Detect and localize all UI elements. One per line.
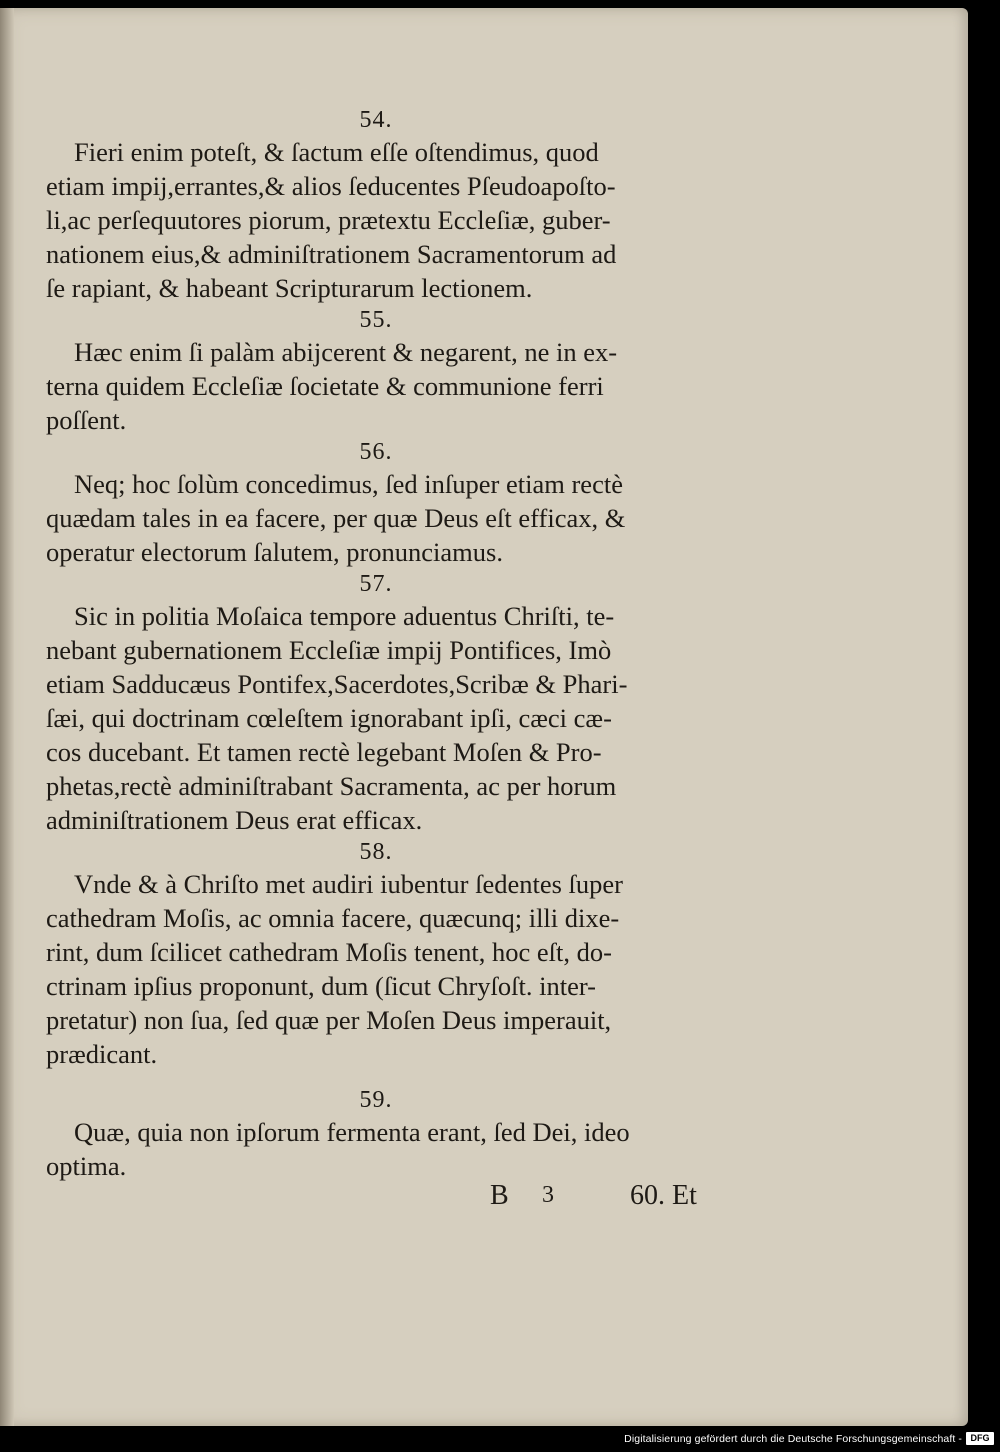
thesis-number: 54. <box>359 107 393 133</box>
text-line: etiam impij,errantes,& alios ſeducentes Pſeudoapoſto- <box>46 171 616 201</box>
text-line: Vnde & à Chriſto met audiri iubentur ſedentes ſuper <box>74 869 623 899</box>
thesis-number: 58. <box>359 839 393 865</box>
text-line: cos ducebant. Et tamen rectè legebant Moſen & Pro- <box>46 737 602 767</box>
thesis-number: 57. <box>359 571 393 597</box>
page-gutter <box>0 8 14 1426</box>
text-line: Sic in politia Moſaica tempore aduentus Chriſti, te- <box>74 601 615 631</box>
text-line: nationem eius,& adminiſtrationem Sacramentorum ad <box>46 239 617 269</box>
thesis-paragraph <box>46 467 736 569</box>
thesis-paragraph <box>46 599 736 837</box>
text-line: optima. <box>46 1151 127 1181</box>
text-line: prædicant. <box>46 1039 158 1069</box>
text-line: Hæc enim ſi palàm abijcerent & negarent, ne in ex- <box>74 337 618 367</box>
text-line: Neq; hoc ſolùm concedimus, ſed inſuper etiam rectè <box>74 469 623 499</box>
page-text <box>46 105 736 1183</box>
thesis-paragraph <box>46 1115 736 1183</box>
text-line: phetas,rectè adminiſtrabant Sacramenta, ac per horum <box>46 771 617 801</box>
text-line: rint, dum ſcilicet cathedram Moſis tenent, hoc eſt, do- <box>46 937 612 967</box>
funding-credit: Digitalisierung gefördert durch die Deutsche Forschungsgemeinschaft - <box>624 1433 962 1445</box>
text-line: etiam Sadducæus Pontifex,Sacerdotes,Scribæ & Phari- <box>46 669 628 699</box>
text-line: quædam tales in ea facere, per quæ Deus eſt efficax, & <box>46 503 626 533</box>
text-line: li,ac perſequutores piorum, prætextu Eccleſiæ, guber- <box>46 205 611 235</box>
thesis-paragraph <box>46 135 736 305</box>
thesis-number: 59. <box>359 1087 393 1113</box>
text-line: Fieri enim poteſt, & ſactum eſſe oſtendimus, quod <box>74 137 599 167</box>
text-line: adminiſtrationem Deus erat efficax. <box>46 805 423 835</box>
text-line: operatur electorum ſalutem, pronunciamus. <box>46 537 503 567</box>
text-line: nebant gubernationem Eccleſiæ impij Pontifices, Imò <box>46 635 612 665</box>
thesis-number: 55. <box>359 307 393 333</box>
text-line: Quæ, quia non ipſorum fermenta erant, ſed Dei, ideo <box>74 1117 630 1147</box>
dfg-logo: DFG <box>966 1432 994 1445</box>
thesis-number: 56. <box>359 439 393 465</box>
text-line: ſæi, qui doctrinam cœleſtem ignorabant ipſi, cæci cæ- <box>46 703 612 733</box>
text-line: pretatur) non ſua, ſed quæ per Moſen Deus imperauit, <box>46 1005 612 1035</box>
thesis-paragraph <box>46 335 736 437</box>
signature-mark: B <box>490 1180 509 1211</box>
text-line: cathedram Moſis, ac omnia facere, quæcunq; illi dixe- <box>46 903 620 933</box>
text-line: terna quidem Eccleſiæ ſocietate & communione ferri <box>46 371 604 401</box>
text-line: poſſent. <box>46 405 127 435</box>
catchword: 60. Et <box>630 1180 697 1211</box>
text-line: ctrinam ipſius proponunt, dum (ſicut Chryſoſt. inter- <box>46 971 597 1001</box>
text-line: ſe rapiant, & habeant Scripturarum lectionem. <box>46 273 533 303</box>
signature-number: 3 <box>542 1182 554 1208</box>
thesis-paragraph <box>46 867 736 1071</box>
